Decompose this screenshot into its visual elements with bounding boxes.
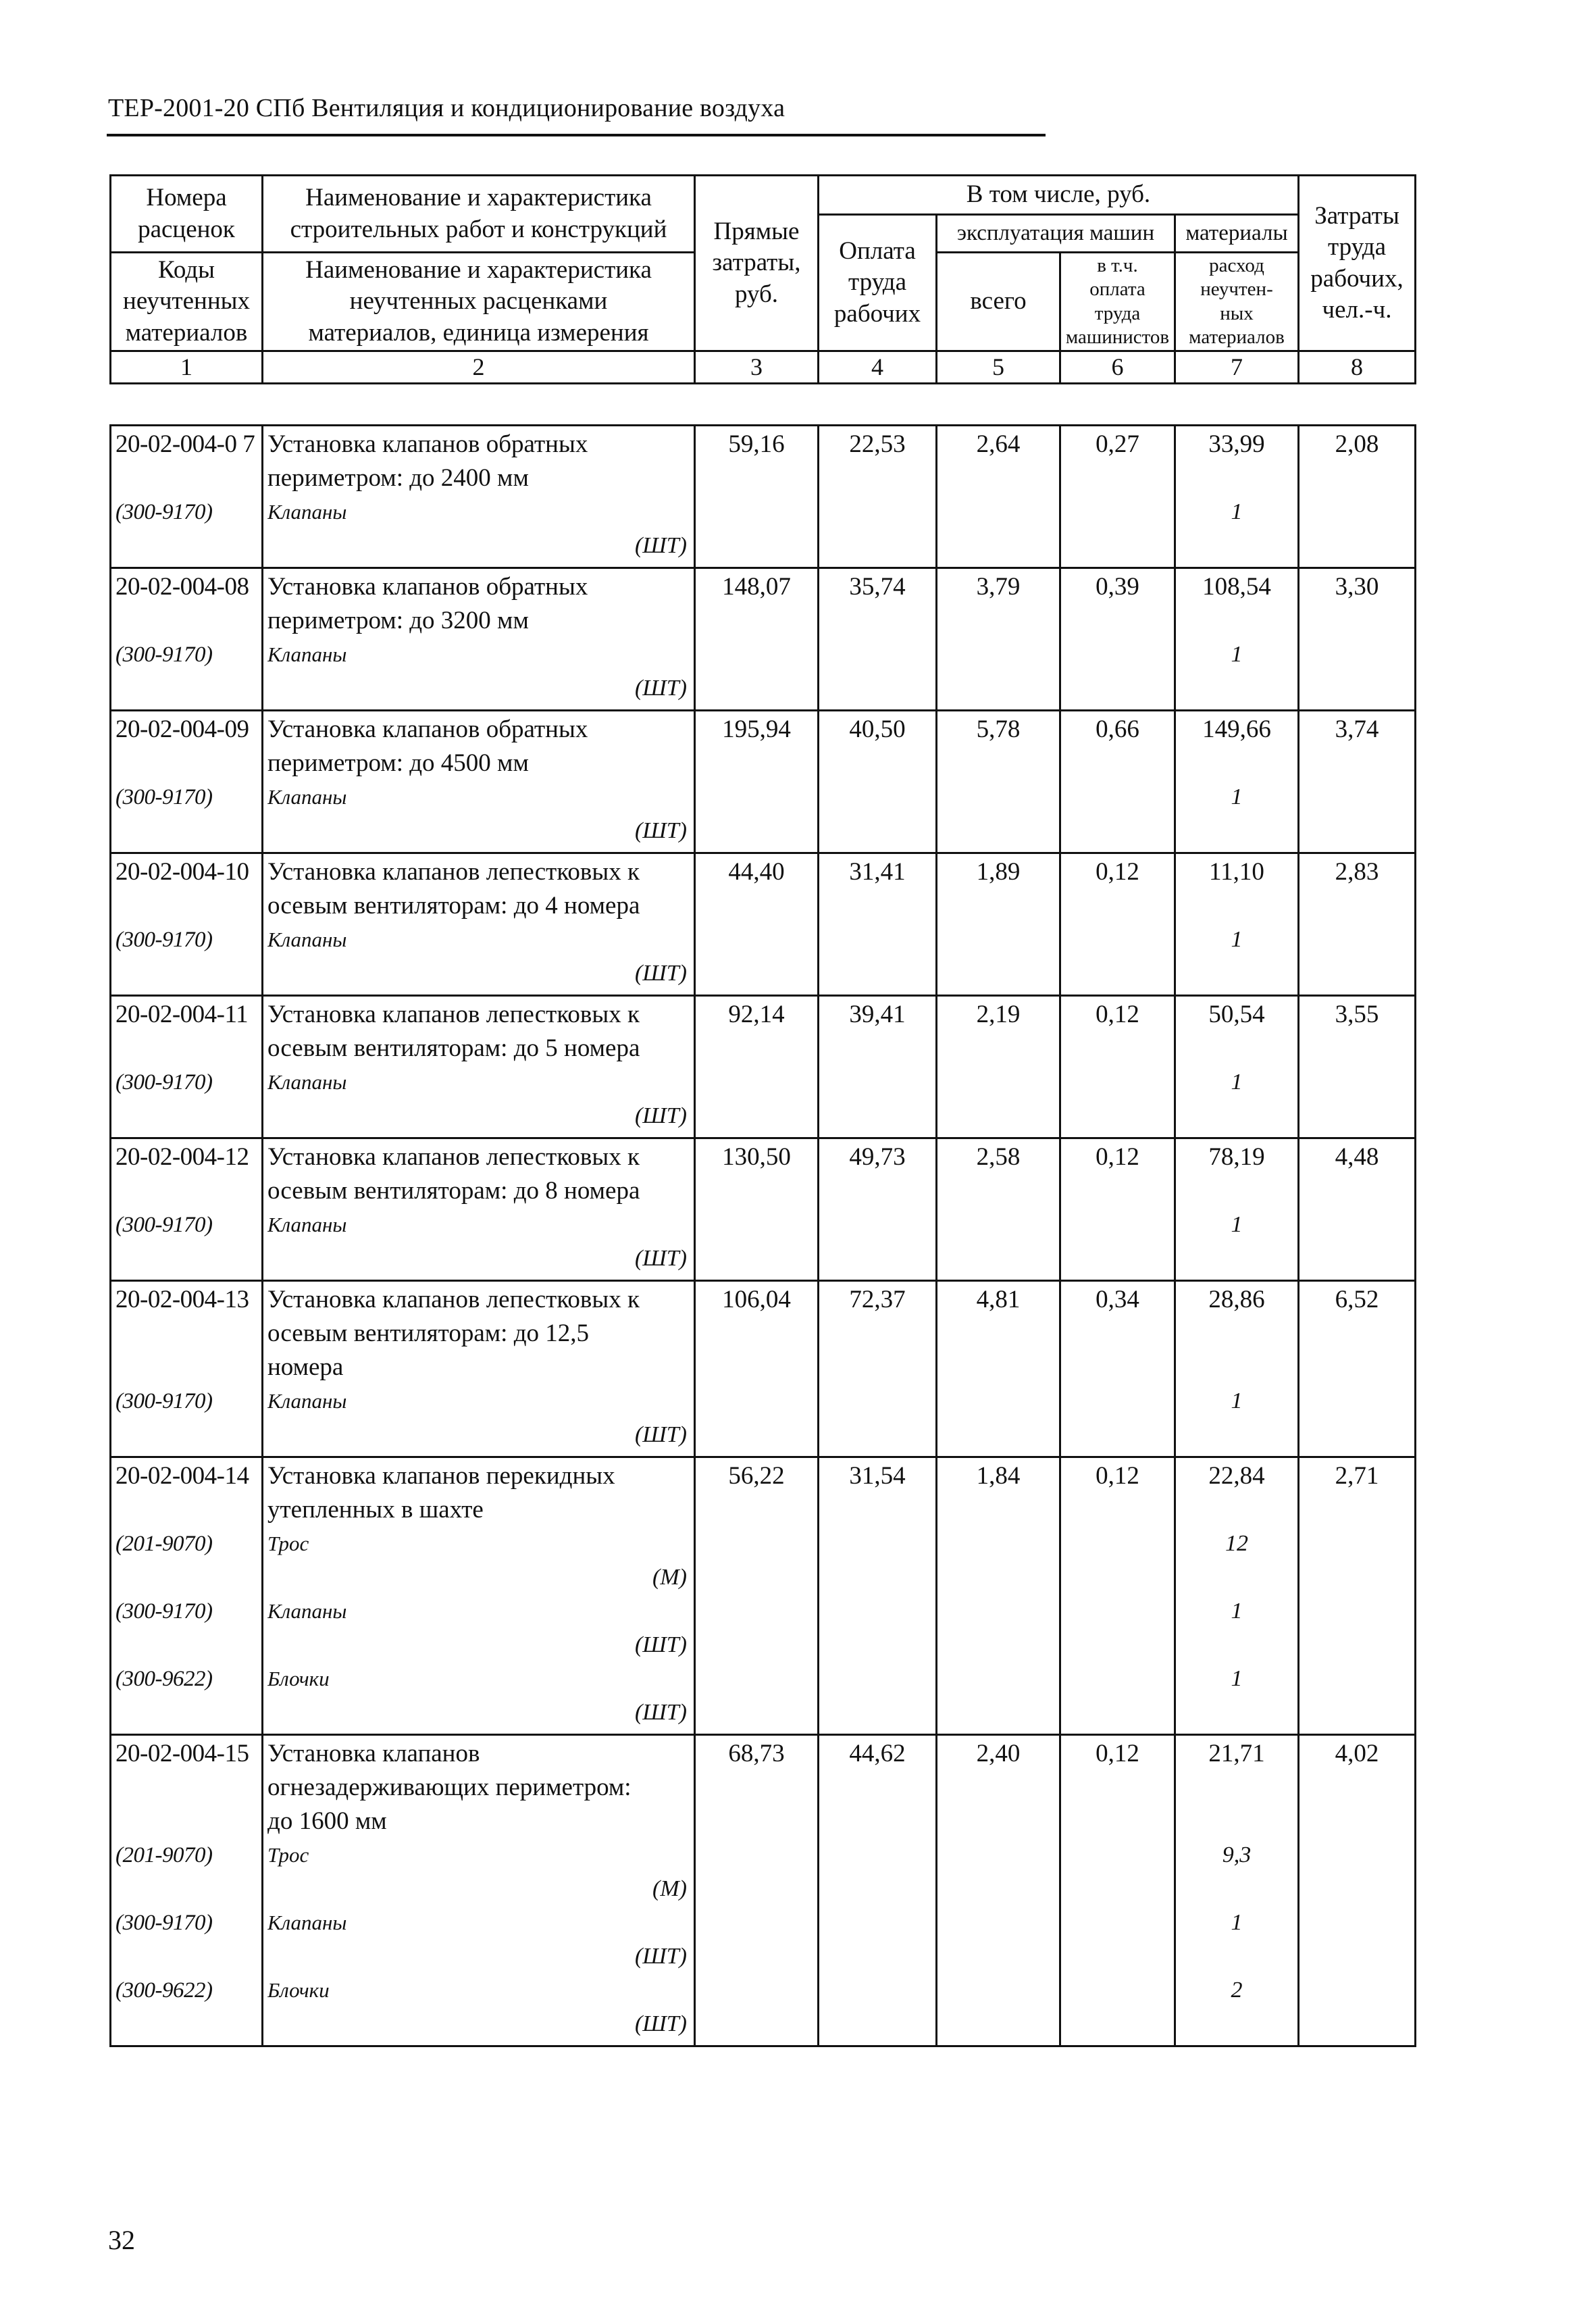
- spacer: [115, 747, 257, 780]
- material-unit: (ШТ): [634, 1944, 687, 1969]
- spacer: [1180, 529, 1293, 563]
- spacer: [115, 1032, 257, 1065]
- material-name: Трос: [267, 1532, 309, 1555]
- worker-pay-cell: [819, 1457, 937, 1735]
- work-name-line: осевым вентиляторам: до 4 номера: [267, 892, 640, 920]
- material-code: (300-9170): [115, 1213, 213, 1237]
- rate-code-cell: [111, 996, 263, 1138]
- operators-pay: 0,12: [1096, 1462, 1139, 1490]
- worker-pay: 35,74: [849, 573, 906, 601]
- machines-total-cell: [937, 1457, 1060, 1735]
- header-machine-operation: эксплуатация машин: [937, 215, 1175, 253]
- operators-pay: 0,27: [1096, 430, 1139, 458]
- work-name-cell: [263, 1138, 695, 1281]
- rate-code: 20-02-004-14: [115, 1462, 249, 1490]
- operators-pay-cell: [1060, 1281, 1175, 1457]
- rate-code-cell: [111, 711, 263, 853]
- spacer: [1180, 1805, 1293, 1838]
- direct-costs: 68,73: [728, 1740, 785, 1767]
- work-name-line: осевым вентиляторам: до 8 номера: [267, 1177, 640, 1205]
- materials-cost: 11,10: [1209, 858, 1264, 886]
- material-unit: (ШТ): [634, 533, 687, 558]
- worker-pay: 40,50: [849, 715, 906, 743]
- material-code: (300-9622): [115, 1667, 213, 1691]
- machines-total-cell: [937, 853, 1060, 996]
- rate-code-cell: [111, 1138, 263, 1281]
- work-name-line: Установка клапанов обратных: [267, 715, 588, 743]
- spacer: [1180, 461, 1293, 495]
- machines-total: 3,79: [976, 573, 1021, 601]
- spacer: [115, 1696, 257, 1730]
- labor-hours-cell: [1299, 568, 1416, 711]
- document-title: ТЕР-2001-20 СПб Вентиляция и кондиционирование воздуха: [108, 94, 786, 122]
- materials-cost-cell: [1175, 853, 1299, 996]
- direct-costs-cell: [695, 1138, 819, 1281]
- spacer: [1180, 814, 1293, 848]
- material-quantity: 1: [1231, 1666, 1243, 1691]
- work-name-line: Установка клапанов лепестковых к: [267, 858, 640, 886]
- operators-pay-cell: [1060, 1735, 1175, 2046]
- spacer: [1180, 2007, 1293, 2041]
- rate-code: 20-02-004-11: [115, 1001, 249, 1028]
- material-quantity: 1: [1231, 642, 1243, 667]
- worker-pay: 72,37: [849, 1286, 906, 1313]
- material-quantity: 1: [1231, 1070, 1243, 1095]
- column-header-table: [109, 174, 1416, 384]
- direct-costs: 56,22: [728, 1462, 785, 1490]
- spacer: [115, 1493, 257, 1527]
- materials-cost: 28,86: [1208, 1286, 1265, 1313]
- header-rate-number: Номера расценок: [111, 176, 263, 253]
- labor-hours-cell: [1299, 1735, 1416, 2046]
- work-name-line: утепленных в шахте: [267, 1496, 484, 1524]
- materials-cost-cell: [1175, 996, 1299, 1138]
- material-unit: (ШТ): [634, 676, 687, 701]
- rate-code-cell: [111, 1457, 263, 1735]
- worker-pay: 44,62: [849, 1740, 906, 1767]
- material-unit: (ШТ): [634, 1700, 687, 1725]
- rate-code: 20-02-004-15: [115, 1740, 249, 1767]
- table-row: [111, 568, 1416, 711]
- machines-total: 4,81: [976, 1286, 1021, 1313]
- material-quantity: 1: [1231, 927, 1243, 952]
- header-labor-hours: Затраты труда рабочих, чел.-ч.: [1299, 176, 1416, 351]
- spacer: [115, 889, 257, 923]
- work-name-line: Установка клапанов лепестковых к: [267, 1001, 640, 1028]
- material-code: (300-9622): [115, 1978, 213, 2003]
- spacer: [115, 2007, 257, 2041]
- worker-pay-cell: [819, 711, 937, 853]
- spacer: [115, 1805, 257, 1838]
- material-unit: (ШТ): [634, 1103, 687, 1128]
- machines-total-cell: [937, 996, 1060, 1138]
- material-unit: (ШТ): [634, 1246, 687, 1271]
- worker-pay: 31,41: [849, 858, 906, 886]
- direct-costs-cell: [695, 996, 819, 1138]
- rates-table: [109, 424, 1416, 2047]
- spacer: [115, 1628, 257, 1662]
- materials-cost-cell: [1175, 426, 1299, 568]
- worker-pay-cell: [819, 1281, 937, 1457]
- work-name-line: Установка клапанов лепестковых к: [267, 1143, 640, 1171]
- table-row: [111, 426, 1416, 568]
- rate-code-cell: [111, 1735, 263, 2046]
- material-quantity: 9,3: [1222, 1842, 1252, 1867]
- operators-pay-cell: [1060, 853, 1175, 996]
- spacer: [1180, 747, 1293, 780]
- spacer: [1180, 1696, 1293, 1730]
- spacer: [1180, 1940, 1293, 1973]
- material-unit: (ШТ): [634, 961, 687, 986]
- direct-costs: 130,50: [722, 1143, 791, 1171]
- column-number: 4: [819, 351, 937, 384]
- direct-costs-cell: [695, 568, 819, 711]
- material-name: Клапаны: [267, 1389, 347, 1413]
- spacer: [115, 1242, 257, 1276]
- direct-costs: 195,94: [722, 715, 791, 743]
- materials-cost: 21,71: [1208, 1740, 1265, 1767]
- material-quantity: 1: [1231, 1212, 1243, 1237]
- material-code: (300-9170): [115, 1911, 213, 1935]
- labor-hours-cell: [1299, 1138, 1416, 1281]
- rate-code: 20-02-004-10: [115, 858, 249, 886]
- machines-total-cell: [937, 1281, 1060, 1457]
- spacer: [1180, 1872, 1293, 1906]
- materials-cost-cell: [1175, 1281, 1299, 1457]
- labor-hours: 2,08: [1335, 430, 1379, 458]
- operators-pay: 0,12: [1096, 1143, 1139, 1171]
- materials-cost-cell: [1175, 568, 1299, 711]
- direct-costs: 148,07: [722, 573, 791, 601]
- material-name: Клапаны: [267, 1599, 347, 1623]
- material-name: Клапаны: [267, 1213, 347, 1236]
- spacer: [1180, 672, 1293, 705]
- labor-hours: 3,30: [1335, 573, 1379, 601]
- machines-total-cell: [937, 1735, 1060, 2046]
- operators-pay: 0,34: [1096, 1286, 1139, 1313]
- materials-cost-cell: [1175, 1735, 1299, 2046]
- material-unit: (М): [652, 1876, 687, 1901]
- header-machines-total: всего: [937, 253, 1060, 351]
- header-work-name: Наименование и характеристика строительных работ и конструкций: [263, 176, 695, 253]
- work-name-line: осевым вентиляторам: до 5 номера: [267, 1034, 640, 1062]
- spacer: [115, 1174, 257, 1208]
- materials-cost: 22,84: [1208, 1462, 1265, 1490]
- column-number: 2: [263, 351, 695, 384]
- spacer: [115, 957, 257, 990]
- work-name-cell: [263, 426, 695, 568]
- material-quantity: 1: [1231, 499, 1243, 524]
- spacer: [115, 1872, 257, 1906]
- material-code: (201-9070): [115, 1532, 213, 1556]
- labor-hours-cell: [1299, 996, 1416, 1138]
- operators-pay-cell: [1060, 1138, 1175, 1281]
- materials-cost: 108,54: [1202, 573, 1271, 601]
- materials-cost: 50,54: [1208, 1001, 1265, 1028]
- header-in-total: В том числе, руб.: [819, 176, 1299, 215]
- spacer: [115, 1940, 257, 1973]
- title-underline: [107, 134, 1046, 136]
- material-code: (300-9170): [115, 1599, 213, 1624]
- materials-cost: 149,66: [1202, 715, 1271, 743]
- operators-pay: 0,12: [1096, 1001, 1139, 1028]
- material-code: (201-9070): [115, 1843, 213, 1867]
- direct-costs: 106,04: [722, 1286, 791, 1313]
- column-number: 5: [937, 351, 1060, 384]
- rate-code: 20-02-004-13: [115, 1286, 249, 1313]
- machines-total: 5,78: [976, 715, 1021, 743]
- material-unit: (ШТ): [634, 2011, 687, 2036]
- machines-total-cell: [937, 1138, 1060, 1281]
- work-name-cell: [263, 711, 695, 853]
- rate-code-cell: [111, 853, 263, 996]
- header-operators-pay: в т.ч. оплата труда машинистов: [1060, 253, 1175, 351]
- machines-total: 1,89: [976, 858, 1021, 886]
- direct-costs-cell: [695, 853, 819, 996]
- operators-pay-cell: [1060, 426, 1175, 568]
- material-quantity: 2: [1231, 1978, 1243, 2003]
- material-quantity: 1: [1231, 1910, 1243, 1935]
- material-code: (300-9170): [115, 785, 213, 809]
- direct-costs: 44,40: [728, 858, 785, 886]
- machines-total: 2,40: [976, 1740, 1021, 1767]
- machines-total-cell: [937, 568, 1060, 711]
- table-row: [111, 996, 1416, 1138]
- spacer: [1180, 1771, 1293, 1805]
- spacer: [1180, 1628, 1293, 1662]
- spacer: [115, 604, 257, 638]
- spacer: [1180, 604, 1293, 638]
- spacer: [1180, 1351, 1293, 1384]
- header-worker-pay: Оплата труда рабочих: [819, 215, 937, 351]
- labor-hours: 4,02: [1335, 1740, 1379, 1767]
- spacer: [115, 1561, 257, 1594]
- labor-hours-cell: [1299, 1281, 1416, 1457]
- work-name-line: периметром: до 2400 мм: [267, 464, 529, 492]
- work-name-line: Установка клапанов лепестковых к: [267, 1286, 640, 1313]
- rate-code: 20-02-004-08: [115, 573, 249, 601]
- machines-total: 2,64: [976, 430, 1021, 458]
- material-unit: (М): [652, 1565, 687, 1590]
- table-row: [111, 1138, 1416, 1281]
- spacer: [1180, 1317, 1293, 1351]
- spacer: [115, 672, 257, 705]
- machines-total: 2,19: [976, 1001, 1021, 1028]
- column-number: 8: [1299, 351, 1416, 384]
- material-code: (300-9170): [115, 643, 213, 667]
- material-code: (300-9170): [115, 500, 213, 524]
- operators-pay-cell: [1060, 1457, 1175, 1735]
- worker-pay: 31,54: [849, 1462, 906, 1490]
- page-number: 32: [108, 2225, 135, 2255]
- labor-hours: 3,74: [1335, 715, 1379, 743]
- work-name-line: Установка клапанов обратных: [267, 573, 588, 601]
- direct-costs-cell: [695, 1735, 819, 2046]
- spacer: [115, 1099, 257, 1133]
- work-name-cell: [263, 1735, 695, 2046]
- materials-cost: 33,99: [1208, 430, 1265, 458]
- material-name: Блочки: [267, 1978, 330, 2002]
- worker-pay-cell: [819, 1735, 937, 2046]
- spacer: [1180, 957, 1293, 990]
- direct-costs-cell: [695, 711, 819, 853]
- material-unit: (ШТ): [634, 1422, 687, 1447]
- work-name-line: огнезадерживающих периметром:: [267, 1774, 632, 1801]
- spacer: [1180, 1242, 1293, 1276]
- material-code: (300-9170): [115, 928, 213, 952]
- operators-pay: 0,12: [1096, 858, 1139, 886]
- rate-code-cell: [111, 426, 263, 568]
- material-name: Клапаны: [267, 500, 347, 524]
- rate-code-cell: [111, 1281, 263, 1457]
- table-row: [111, 1281, 1416, 1457]
- material-name: Блочки: [267, 1667, 330, 1690]
- material-quantity: 12: [1225, 1531, 1248, 1556]
- materials-cost: 78,19: [1208, 1143, 1265, 1171]
- material-quantity: 1: [1231, 784, 1243, 809]
- material-name: Клапаны: [267, 643, 347, 666]
- spacer: [115, 529, 257, 563]
- operators-pay-cell: [1060, 568, 1175, 711]
- worker-pay: 49,73: [849, 1143, 906, 1171]
- labor-hours: 2,71: [1335, 1462, 1379, 1490]
- table-row: [111, 1735, 1416, 2046]
- operators-pay: 0,66: [1096, 715, 1139, 743]
- materials-cost-cell: [1175, 1138, 1299, 1281]
- spacer: [115, 1351, 257, 1384]
- work-name-line: периметром: до 3200 мм: [267, 607, 529, 634]
- worker-pay: 39,41: [849, 1001, 906, 1028]
- material-name: Клапаны: [267, 1911, 347, 1934]
- header-materials: материалы: [1175, 215, 1299, 253]
- operators-pay-cell: [1060, 711, 1175, 853]
- labor-hours-cell: [1299, 711, 1416, 853]
- direct-costs: 92,14: [728, 1001, 785, 1028]
- spacer: [1180, 889, 1293, 923]
- worker-pay-cell: [819, 568, 937, 711]
- header-material-names: Наименование и характеристика неучтенных расценками материалов, единица измерения: [263, 253, 695, 351]
- material-unit: (ШТ): [634, 1632, 687, 1657]
- spacer: [115, 1317, 257, 1351]
- worker-pay: 22,53: [849, 430, 906, 458]
- material-name: Клапаны: [267, 1070, 347, 1094]
- header-material-codes: Коды неучтенных материалов: [111, 253, 263, 351]
- worker-pay-cell: [819, 1138, 937, 1281]
- machines-total: 1,84: [976, 1462, 1021, 1490]
- work-name-line: до 1600 мм: [267, 1807, 387, 1835]
- work-name-cell: [263, 853, 695, 996]
- material-name: Клапаны: [267, 785, 347, 809]
- spacer: [115, 461, 257, 495]
- spacer: [1180, 1032, 1293, 1065]
- work-name-cell: [263, 996, 695, 1138]
- direct-costs: 59,16: [728, 430, 785, 458]
- rate-code: 20-02-004-09: [115, 715, 249, 743]
- work-name-line: Установка клапанов обратных: [267, 430, 588, 458]
- column-number: 6: [1060, 351, 1175, 384]
- operators-pay: 0,39: [1096, 573, 1139, 601]
- work-name-cell: [263, 1281, 695, 1457]
- rate-code: 20-02-004-12: [115, 1143, 249, 1171]
- spacer: [1180, 1174, 1293, 1208]
- header-direct-costs: Прямые затраты, руб.: [695, 176, 819, 351]
- table-row: [111, 1457, 1416, 1735]
- material-code: (300-9170): [115, 1389, 213, 1413]
- spacer: [115, 1418, 257, 1452]
- materials-cost-cell: [1175, 711, 1299, 853]
- work-name-cell: [263, 568, 695, 711]
- material-name: Клапаны: [267, 928, 347, 951]
- material-name: Трос: [267, 1843, 309, 1867]
- worker-pay-cell: [819, 853, 937, 996]
- materials-cost-cell: [1175, 1457, 1299, 1735]
- spacer: [1180, 1493, 1293, 1527]
- spacer: [1180, 1418, 1293, 1452]
- labor-hours-cell: [1299, 1457, 1416, 1735]
- rate-code: 20-02-004-0 7: [115, 430, 255, 458]
- header-unaccounted-materials: расход неучтен- ных материалов: [1175, 253, 1299, 351]
- work-name-line: номера: [267, 1353, 344, 1381]
- spacer: [1180, 1099, 1293, 1133]
- machines-total-cell: [937, 711, 1060, 853]
- material-unit: (ШТ): [634, 818, 687, 843]
- direct-costs-cell: [695, 426, 819, 568]
- column-number: 1: [111, 351, 263, 384]
- spacer: [1180, 1561, 1293, 1594]
- worker-pay-cell: [819, 996, 937, 1138]
- column-number: 7: [1175, 351, 1299, 384]
- operators-pay-cell: [1060, 996, 1175, 1138]
- worker-pay-cell: [819, 426, 937, 568]
- work-name-cell: [263, 1457, 695, 1735]
- table-row: [111, 711, 1416, 853]
- work-name-line: осевым вентиляторам: до 12,5: [267, 1319, 590, 1347]
- labor-hours: 6,52: [1335, 1286, 1379, 1313]
- material-code: (300-9170): [115, 1070, 213, 1095]
- direct-costs-cell: [695, 1281, 819, 1457]
- material-quantity: 1: [1231, 1599, 1243, 1624]
- operators-pay: 0,12: [1096, 1740, 1139, 1767]
- spacer: [115, 1771, 257, 1805]
- column-number: 3: [695, 351, 819, 384]
- table-row: [111, 853, 1416, 996]
- machines-total: 2,58: [976, 1143, 1021, 1171]
- labor-hours: 4,48: [1335, 1143, 1379, 1171]
- rate-code-cell: [111, 568, 263, 711]
- labor-hours-cell: [1299, 853, 1416, 996]
- labor-hours-cell: [1299, 426, 1416, 568]
- labor-hours: 2,83: [1335, 858, 1379, 886]
- material-quantity: 1: [1231, 1388, 1243, 1413]
- work-name-line: Установка клапанов: [267, 1740, 480, 1767]
- direct-costs-cell: [695, 1457, 819, 1735]
- machines-total-cell: [937, 426, 1060, 568]
- labor-hours: 3,55: [1335, 1001, 1379, 1028]
- work-name-line: периметром: до 4500 мм: [267, 749, 529, 777]
- spacer: [115, 814, 257, 848]
- work-name-line: Установка клапанов перекидных: [267, 1462, 615, 1490]
